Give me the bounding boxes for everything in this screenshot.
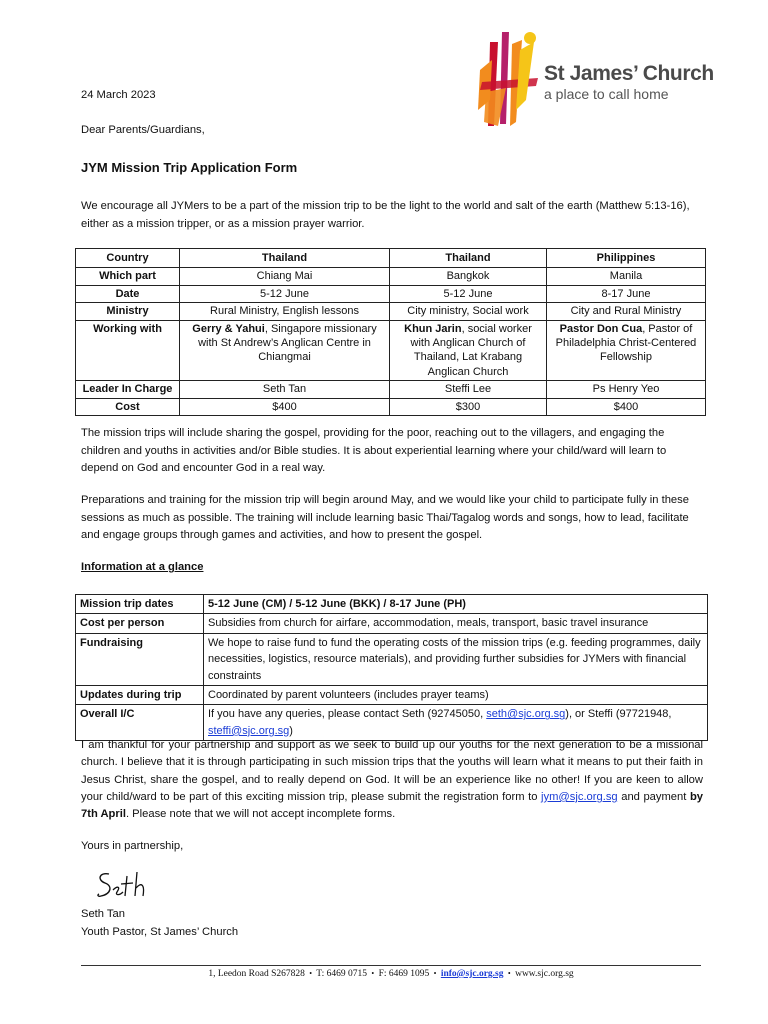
cost-cell: $400 <box>180 398 390 415</box>
footer-separator: • <box>433 969 437 978</box>
partner-name: Khun Jarin <box>404 322 462 335</box>
deadline-text: by 7th April <box>81 790 703 821</box>
footer-address: 1, Leedon Road S267828 <box>208 969 305 979</box>
closing-text: I am thankful for your partnership and support as we seek to build up our youths for the next generation to be a missional church. I believe that it is through participating in such mission trips that the youths will learn what it means to put their faith in Jesus Christ, share the gospel, and to really depend on God. It will be an experience like no other! If you are keen to allow your child/ward to be part of this exciting mission trip, please submit the registration form to <box>81 739 703 803</box>
footer-website[interactable]: www.sjc.org.sg <box>515 969 574 979</box>
preparations-paragraph: Preparations and training for the mission trip will begin around May, and we would like your child to participate fully in these sessions as much as possible. The training will include learning basic Thai/Tagalog words and songs, how to lead, facilitate and engage groups through games and activities, and how to present the gospel. <box>81 494 689 541</box>
ministry-cell: City and Rural Ministry <box>547 303 706 320</box>
row-label-part: Which part <box>76 268 180 285</box>
seth-email-link[interactable]: seth@sjc.org.sg <box>486 708 566 721</box>
church-tagline: a place to call home <box>544 86 669 102</box>
closing-text: and payment <box>617 790 690 803</box>
footer-phone: T: 6469 0715 <box>316 969 368 979</box>
glance-value <box>204 705 708 741</box>
glance-value: Subsidies from church for airfare, accommodation, meals, transport, basic travel insurance <box>204 614 708 633</box>
part-cell: Bangkok <box>390 268 547 285</box>
country-cell: Thailand <box>390 249 547 268</box>
signoff: Yours in partnership, <box>81 840 184 852</box>
partner-description: , social worker with Anglican Church of Thailand, Lat Krabang Anglican Church <box>410 322 532 378</box>
partner-name: Pastor Don Cua <box>559 322 643 335</box>
table-row <box>76 686 708 705</box>
cost-cell: $400 <box>547 398 706 415</box>
table-row <box>76 633 708 685</box>
letter-date: 24 March 2023 <box>81 89 156 101</box>
footer-separator: • <box>507 969 511 978</box>
partner-description: , Pastor of Philadelphia Christ-Centered Fellowship <box>555 322 697 364</box>
part-cell: Manila <box>547 268 706 285</box>
partner-description: , Singapore missionary with St Andrew’s Anglican Centre in Chiangmai <box>198 322 377 364</box>
glance-label: Overall I/C <box>76 705 204 741</box>
footer-fax: F: 6469 1095 <box>378 969 430 979</box>
partner-cell <box>390 320 547 381</box>
signer-name: Seth Tan <box>81 908 125 920</box>
table-row <box>76 398 706 415</box>
signature <box>95 866 165 902</box>
part-cell: Chiang Mai <box>180 268 390 285</box>
table-row <box>76 381 706 398</box>
partner-cell <box>180 320 390 381</box>
signer-role: Youth Pastor, St James’ Church <box>81 926 239 938</box>
leader-cell: Ps Henry Yeo <box>547 381 706 398</box>
ministry-cell: City ministry, Social work <box>390 303 547 320</box>
closing-paragraph <box>81 737 703 823</box>
church-logo-mark <box>476 30 542 130</box>
intro-paragraph: We encourage all JYMers to be a part of the mission trip to be the light to the world and salt of the earth (Matthew 5:13-16), either as a mission tripper, or as a mission prayer warrior. <box>81 200 690 230</box>
country-cell: Philippines <box>547 249 706 268</box>
footer-email-link[interactable]: info@sjc.org.sg <box>440 969 504 979</box>
country-cell: Thailand <box>180 249 390 268</box>
footer-separator: • <box>371 969 375 978</box>
footer-separator: • <box>309 969 313 978</box>
ic-text: If you have any queries, please contact Seth (92745050, <box>208 708 487 721</box>
date-cell: 5-12 June <box>390 285 547 302</box>
leader-cell: Seth Tan <box>180 381 390 398</box>
table-row <box>76 614 708 633</box>
glance-label: Fundraising <box>76 633 204 685</box>
sharing-paragraph: The mission trips will include sharing the gospel, providing for the poor, reaching out to the villagers, and engaging the children and youths in activities and/or Bible studies. It is about experiential learning where your child/ward will learn to depend on God and encounter God in a real way. <box>81 427 667 474</box>
ic-text: ) <box>289 724 293 737</box>
glance-table <box>75 594 708 741</box>
footer-divider <box>81 965 701 966</box>
glance-heading: Information at a glance <box>81 561 204 573</box>
steffi-email-link[interactable]: steffi@sjc.org.sg <box>208 724 290 737</box>
jym-email-link[interactable]: jym@sjc.org.sg <box>541 790 618 803</box>
table-row <box>76 595 708 614</box>
table-row <box>76 285 706 302</box>
table-row <box>76 249 706 268</box>
table-row <box>76 268 706 285</box>
letter-title: JYM Mission Trip Application Form <box>81 160 298 175</box>
partner-cell <box>547 320 706 381</box>
table-row <box>76 705 708 741</box>
footer <box>81 969 701 979</box>
church-logo <box>476 30 726 130</box>
church-name: St James’ Church <box>544 62 714 85</box>
partner-name: Gerry & Yahui <box>192 322 265 335</box>
ministry-cell: Rural Ministry, English lessons <box>180 303 390 320</box>
table-row <box>76 303 706 320</box>
glance-label: Cost per person <box>76 614 204 633</box>
leader-cell: Steffi Lee <box>390 381 547 398</box>
date-cell: 5-12 June <box>180 285 390 302</box>
date-cell: 8-17 June <box>547 285 706 302</box>
glance-label: Updates during trip <box>76 686 204 705</box>
row-label-country: Country <box>76 249 180 268</box>
row-label-working-with: Working with <box>76 320 180 381</box>
glance-value: Coordinated by parent volunteers (includes prayer teams) <box>204 686 708 705</box>
table-row <box>76 320 706 381</box>
glance-value: 5-12 June (CM) / 5-12 June (BKK) / 8-17 June (PH) <box>204 595 708 614</box>
row-label-leader: Leader In Charge <box>76 381 180 398</box>
row-label-cost: Cost <box>76 398 180 415</box>
row-label-date: Date <box>76 285 180 302</box>
closing-text: . Please note that we will not accept incomplete forms. <box>125 808 396 821</box>
ic-text: ), or Steffi (97721948, <box>565 708 672 721</box>
trip-details-table <box>75 248 706 416</box>
cost-cell: $300 <box>390 398 547 415</box>
glance-value: We hope to raise fund to fund the operating costs of the mission trips (e.g. feeding programmes, daily necessities, logistics, resource materials), and providing further subsidies for JYMers with financial constraints <box>204 633 708 685</box>
letter-greeting: Dear Parents/Guardians, <box>81 124 205 136</box>
glance-label: Mission trip dates <box>76 595 204 614</box>
row-label-ministry: Ministry <box>76 303 180 320</box>
